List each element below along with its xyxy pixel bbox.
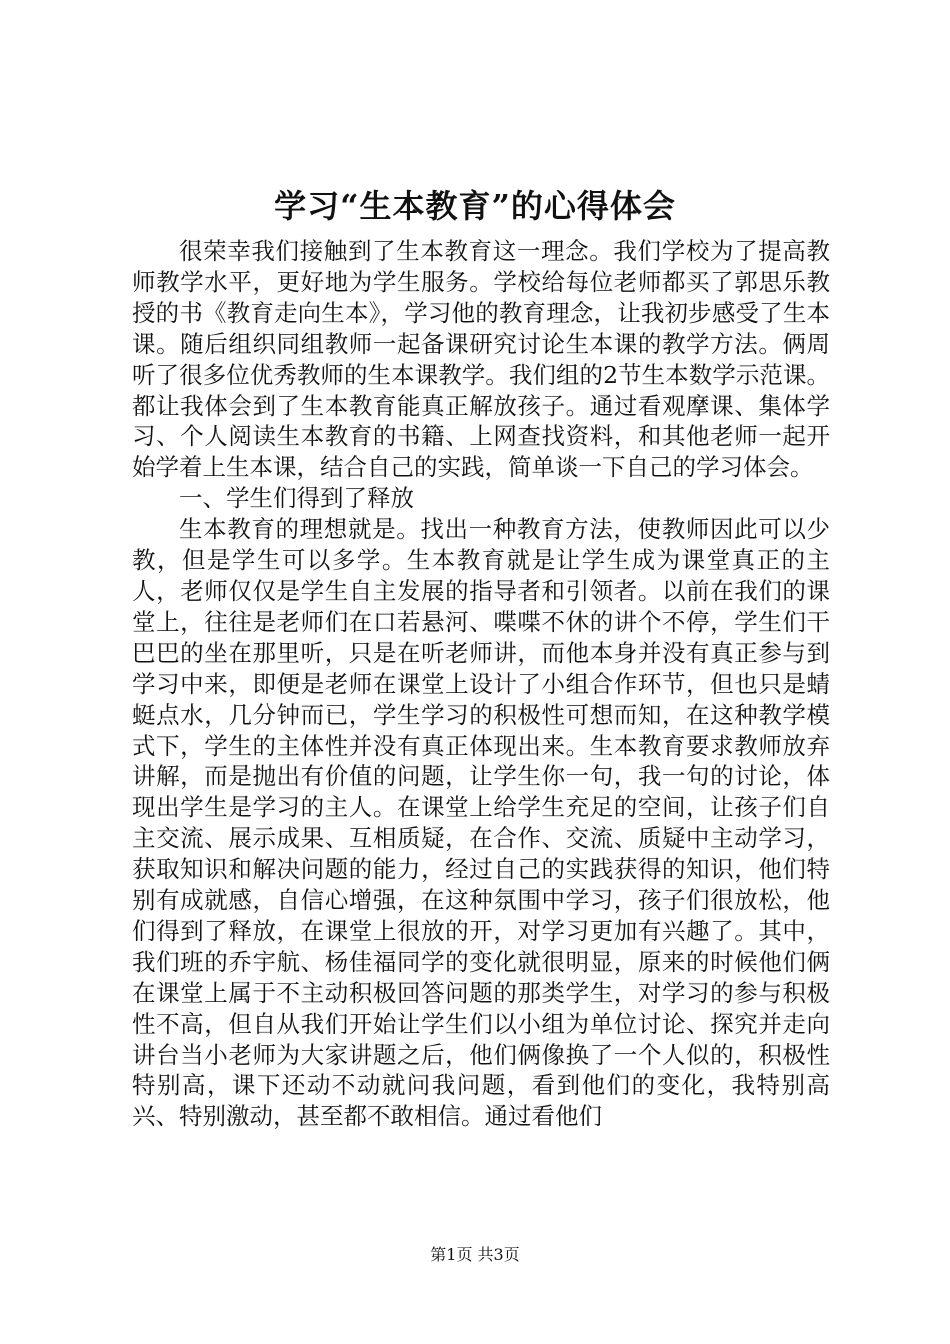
section-heading: 一、学生们得到了释放 <box>179 484 414 513</box>
document-body <box>132 236 830 1132</box>
section-paragraph: 生本教育的理想就是。找出一种教育方法，使教师因此可以少教，但是学生可以多学。生本教育就是让学生成为课堂真正的主人，老师仅仅是学生自主发展的指导者和引领者。以前在我们的课堂上，往往是老师们在口若悬河、喋喋不休的讲个不停，学生们干巴巴的坐在那里听，只是在听老师讲，而他本身并没有真正参与到学习中来，即便是老师在课堂上设计了小组合作环节，但也只是蜻蜓点水，几分钟而已，学生学习的积极性可想而知，在这种教学模式下，学生的主体性并没有真正体现出来。生本教育要求教师放弃讲解，而是抛出有价值的问题，让学生你一句，我一句的讨论，体现出学生是学习的主人。在课堂上给学生充足的空间，让孩子们自主交流、展示成果、互相质疑，在合作、交流、质疑中主动学习，获取知识和解决问题的能力，经过自己的实践获得的知识，他们特别有成就感，自信心增强，在这种氛围中学习，孩子们很放松，他们得到了释放，在课堂上很放的开，对学习更加有兴趣了。其中，我们班的乔宇航、杨佳福同学的变化就很明显，原来的时候他们俩在课堂上属于不主动积极回答问题的那类学生，对学习的参与积极性不高，但自从我们开始让学生们以小组为单位讨论、探究并走向讲台当小老师为大家讲题之后，他们俩像换了一个人似的，积极性特别高，课下还动不动就问我问题，看到他们的变化，我特别高兴、特别激动，甚至都不敢相信。通过看他们 <box>132 515 830 1131</box>
page-footer: 第1页 共3页 <box>430 1245 520 1264</box>
intro-paragraph: 很荣幸我们接触到了生本教育这一理念。我们学校为了提高教师教学水平，更好地为学生服务。学校给每位老师都买了郭思乐教授的书《教育走向生本》，学习他的教育理念，让我初步感受了生本课。随后组织同组教师一起备课研究讨论生本课的教学方法。俩周听了很多位优秀教师的生本课教学。我们组的2节生本数学示范课。都让我体会到了生本教育能真正解放孩子。通过看观摩课、集体学习、个人阅读生本教育的书籍、上网查找资料，和其他老师一起开始学着上生本课，结合自己的实践，简单谈一下自己的学习体会。 <box>132 237 830 482</box>
document-title: 学习“生本教育”的心得体会 <box>274 187 676 225</box>
